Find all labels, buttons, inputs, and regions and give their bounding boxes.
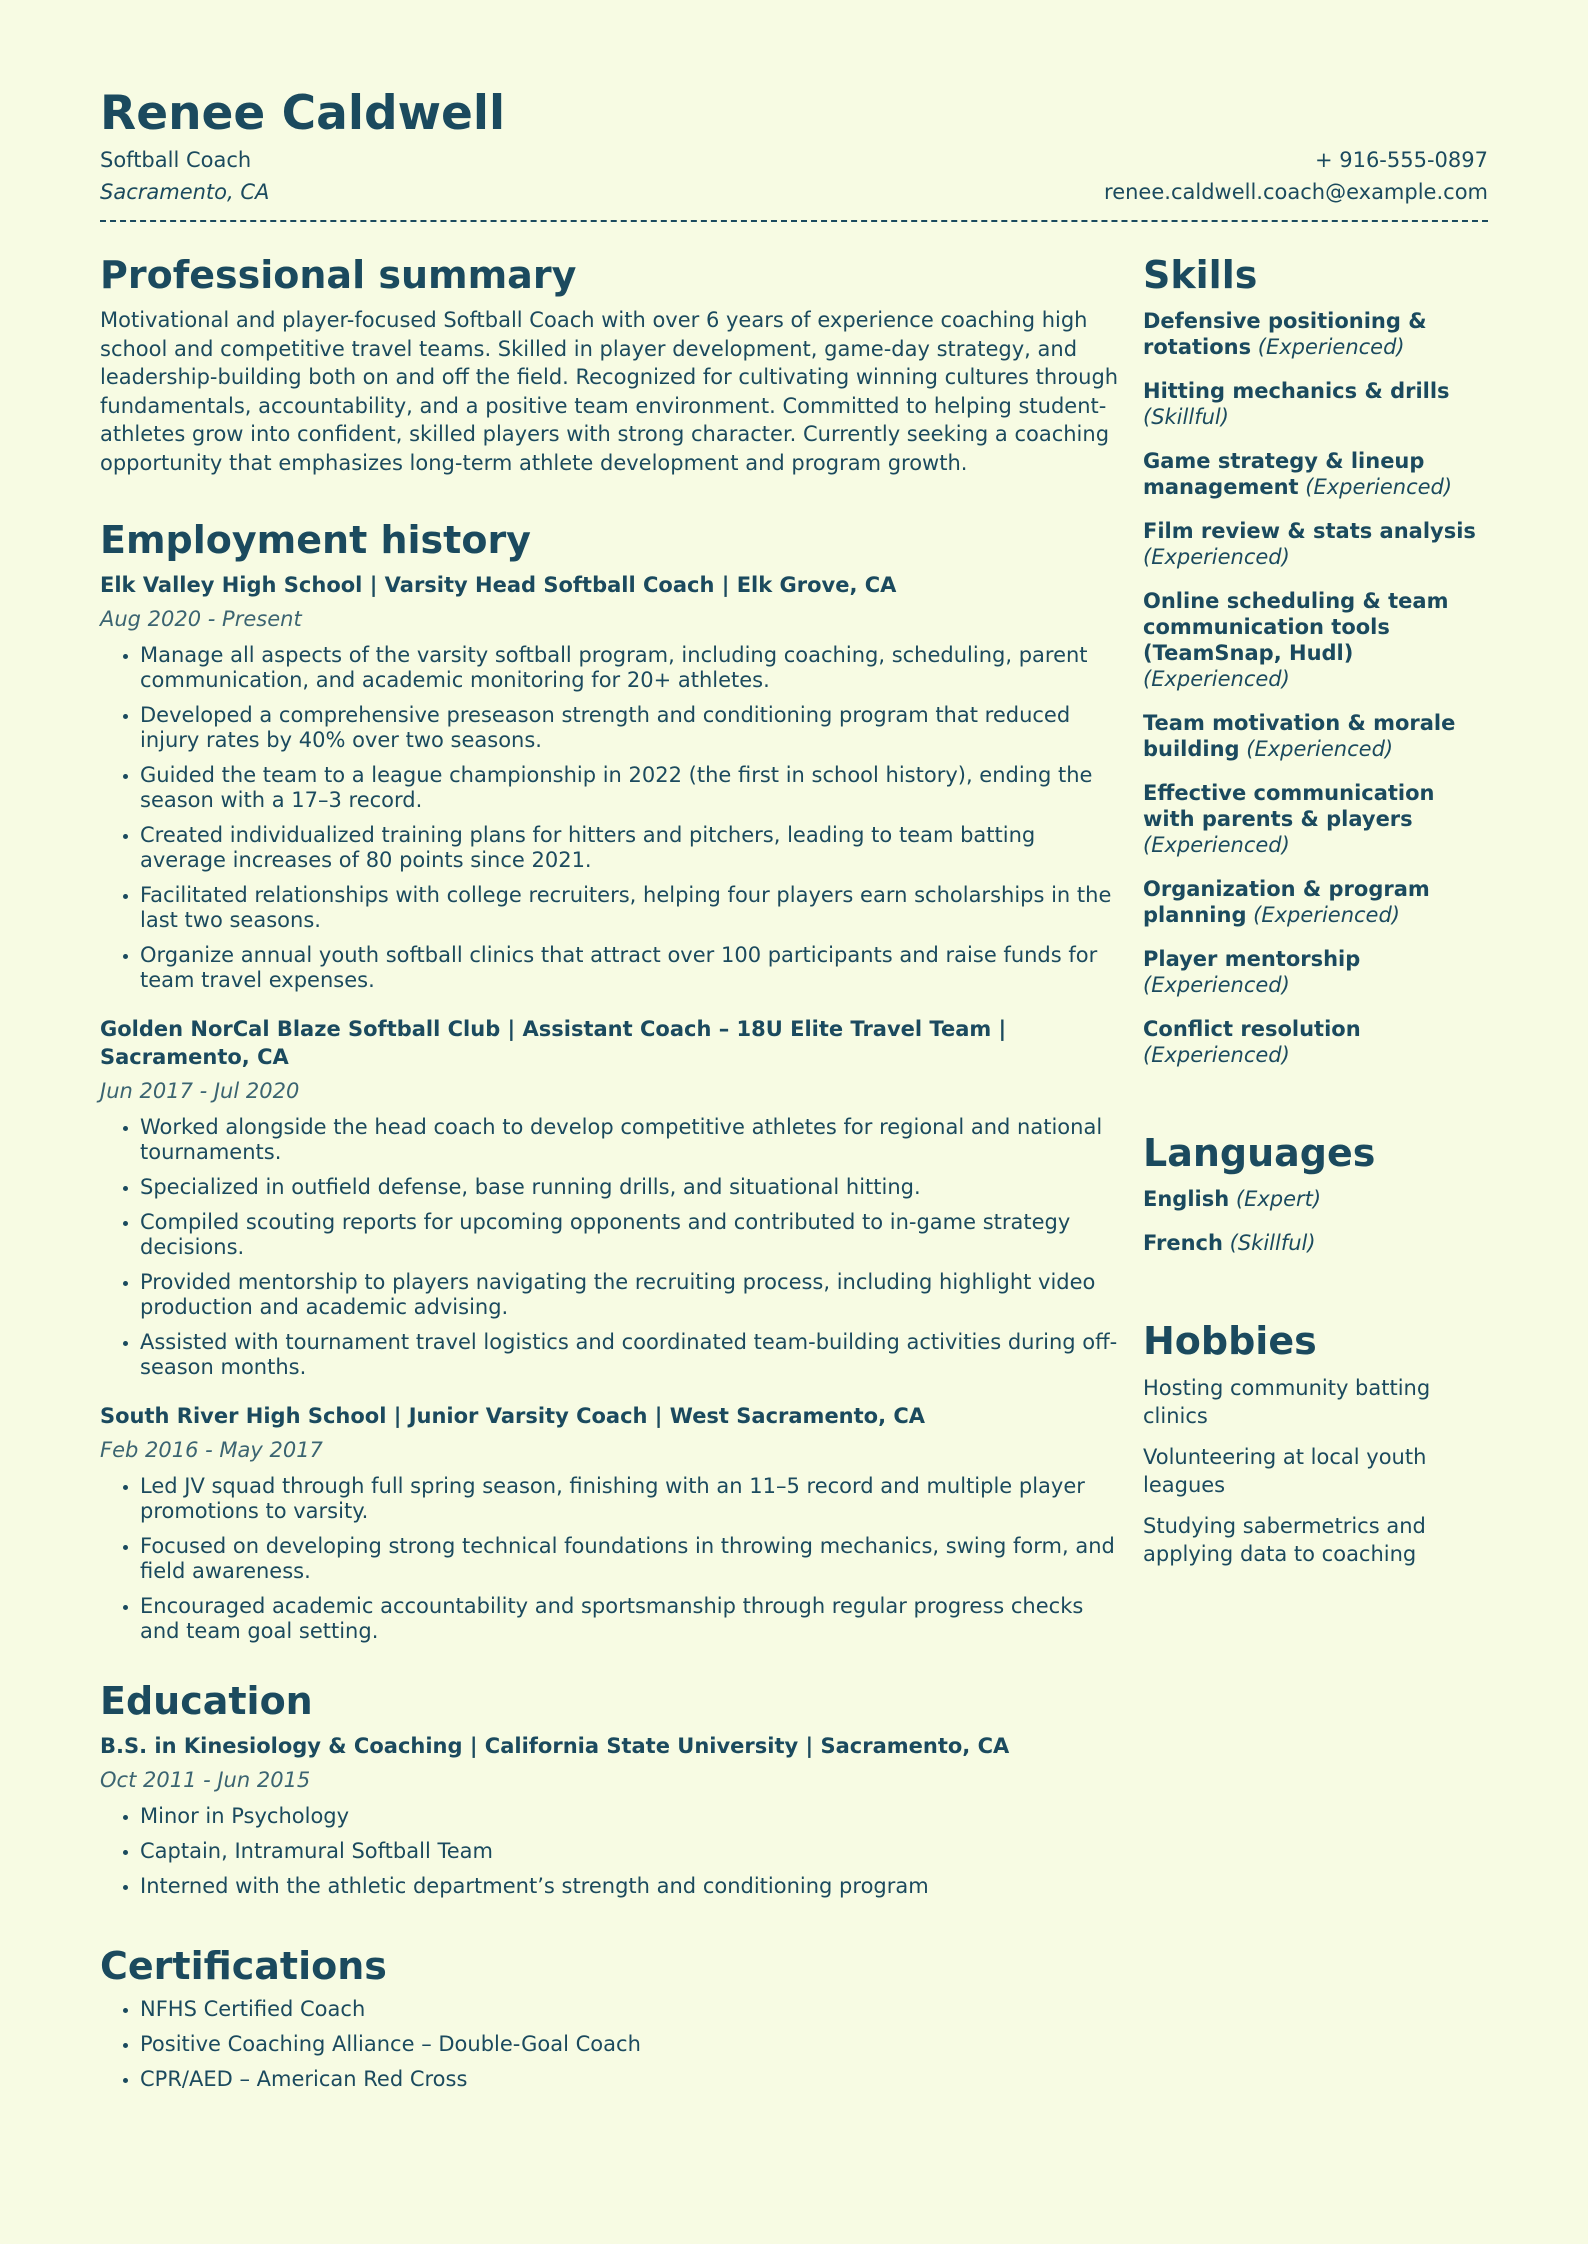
summary-section [100, 252, 1120, 477]
education-bullets [100, 1804, 1120, 1899]
job-entry-dates: Feb 2016 - May 2017 [100, 1438, 323, 1462]
skill-name: Player mentorship [1143, 947, 1361, 971]
languages-heading: Languages [1143, 1131, 1376, 1175]
skill-item [1143, 308, 1488, 360]
main-column [100, 252, 1120, 2114]
skill-level: (Experienced) [1305, 475, 1453, 499]
language-level: (Skillful) [1229, 1231, 1316, 1255]
list-item: • Guided the team to a league championship in 2022 (the first in school history), ending the season with a 17–3 record. [140, 763, 1120, 813]
hobby-item: Studying sabermetrics and applying data to coaching [1143, 1514, 1426, 1566]
education-dates: Oct 2011 - Jun 2015 [100, 1768, 311, 1792]
header-divider [100, 220, 1488, 222]
skill-name: Organization & program planning [1143, 877, 1430, 927]
skills-section [1143, 252, 1488, 1068]
education-section [100, 1678, 1120, 1899]
list-item: • NFHS Certified Coach [140, 1997, 1120, 2022]
job-title: Softball Coach [100, 148, 252, 172]
skill-name: Effective communication with parents & players [1143, 781, 1435, 831]
job-entry-dates: Aug 2020 - Present [100, 607, 302, 631]
content-columns [100, 252, 1488, 2114]
phone-number[interactable]: + 916-555-0897 [1314, 148, 1488, 172]
list-item: • Specialized in outfield defense, base running drills, and situational hitting. [140, 1175, 1120, 1200]
skill-name: Conflict resolution [1143, 1017, 1361, 1041]
side-column [1143, 252, 1488, 2114]
email-address[interactable]: renee.caldwell.coach@example.com [1104, 180, 1488, 204]
education-heading: Education [100, 1679, 313, 1723]
skills-heading: Skills [1143, 253, 1258, 297]
employment-section [100, 517, 1120, 1644]
job-entry-bullets [100, 1115, 1120, 1380]
list-item: • Developed a comprehensive preseason strength and conditioning program that reduced injury rates by 40% over two seasons. [140, 703, 1120, 753]
header-row-2 [100, 176, 1488, 208]
candidate-name: Renee Caldwell [100, 86, 506, 141]
job-entry-dates: Jun 2017 - Jul 2020 [100, 1079, 300, 1103]
language-level: (Expert) [1235, 1187, 1322, 1211]
job-entry-bullets [100, 643, 1120, 993]
language-item [1143, 1186, 1488, 1212]
job-entry-title: Elk Valley High School | Varsity Head Softball Coach | Elk Grove, CA [100, 573, 897, 597]
skill-name: Hitting mechanics & drills [1143, 379, 1450, 403]
certifications-heading: Certifications [100, 1944, 387, 1988]
list-item: • Minor in Psychology [140, 1804, 1120, 1829]
skill-item [1143, 710, 1488, 762]
skill-level: (Experienced) [1143, 973, 1290, 997]
list-item: • Provided mentorship to players navigating the recruiting process, including highlight video production and academic advising. [140, 1270, 1120, 1320]
job-entry-bullets [100, 1474, 1120, 1644]
job-entry-title: Golden NorCal Blaze Softball Club | Assistant Coach – 18U Elite Travel Team | Sacramento, CA [100, 1017, 1007, 1069]
list-item: • Positive Coaching Alliance – Double-Goal Coach [140, 2032, 1120, 2057]
skill-level: (Experienced) [1253, 903, 1400, 927]
resume-header [100, 84, 1488, 222]
list-item: • Encouraged academic accountability and sportsmanship through regular progress checks and team goal setting. [140, 1594, 1120, 1644]
job-entry [100, 1402, 1120, 1644]
skill-item [1143, 378, 1488, 430]
language-name: English [1143, 1187, 1230, 1211]
hobbies-section [1143, 1318, 1488, 1568]
skill-level: (Experienced) [1143, 833, 1290, 857]
skill-item [1143, 448, 1488, 500]
job-entry [100, 1015, 1120, 1380]
job-entry [100, 571, 1120, 993]
list-item: • Facilitated relationships with college recruiters, helping four players earn scholarships in the last two seasons. [140, 883, 1120, 933]
skill-name: Game strategy & lineup management [1143, 449, 1425, 499]
skill-item [1143, 780, 1488, 858]
skill-level: (Experienced) [1143, 545, 1290, 569]
skill-level: (Experienced) [1257, 335, 1405, 359]
summary-text: Motivational and player-focused Softball Coach with over 6 years of experience coaching high school and competitive travel teams. Skilled in player development, game-day strategy, and leadership-building both on and off the field. Recognized for cultivating winning cultures through fundamentals, accountability, and a positive team environment. Committed to helping student-athletes grow into confident, skilled players with strong character. Currently seeking a coaching opportunity that emphasizes long-term athlete development and program growth. [100, 308, 1119, 475]
education-title: B.S. in Kinesiology & Coaching | California State University | Sacramento, CA [100, 1734, 1010, 1758]
job-entry-title: South River High School | Junior Varsity Coach | West Sacramento, CA [100, 1404, 926, 1428]
skill-item [1143, 588, 1488, 692]
skill-name: Film review & stats analysis [1143, 519, 1476, 543]
list-item: • Focused on developing strong technical foundations in throwing mechanics, swing form, and field awareness. [140, 1534, 1120, 1584]
skill-level: (Experienced) [1143, 667, 1290, 691]
skill-item [1143, 1016, 1488, 1068]
language-item [1143, 1230, 1488, 1256]
list-item: • Worked alongside the head coach to develop competitive athletes for regional and national tournaments. [140, 1115, 1120, 1165]
skill-name: Defensive positioning & rotations [1143, 309, 1427, 359]
skill-level: (Experienced) [1246, 737, 1394, 761]
certifications-section [100, 1943, 1120, 2092]
skill-item [1143, 876, 1488, 928]
skill-level: (Experienced) [1143, 1043, 1290, 1067]
list-item: • Organize annual youth softball clinics that attract over 100 participants and raise funds for team travel expenses. [140, 943, 1120, 993]
list-item: • CPR/AED – American Red Cross [140, 2067, 1120, 2092]
list-item: • Compiled scouting reports for upcoming opponents and contributed to in-game strategy decisions. [140, 1210, 1120, 1260]
language-name: French [1143, 1231, 1223, 1255]
hobbies-heading: Hobbies [1143, 1319, 1317, 1363]
list-item: • Interned with the athletic department’s strength and conditioning program [140, 1874, 1120, 1899]
list-item: • Created individualized training plans for hitters and pitchers, leading to team batting average increases of 80 points since 2021. [140, 823, 1120, 873]
list-item: • Manage all aspects of the varsity softball program, including coaching, scheduling, parent communication, and academic monitoring for 20+ athletes. [140, 643, 1120, 693]
certifications-list [100, 1997, 1120, 2092]
skill-level: (Skillful) [1143, 405, 1229, 429]
skill-name: Online scheduling & team communication tools (TeamSnap, Hudl) [1143, 589, 1449, 665]
list-item: • Assisted with tournament travel logistics and coordinated team-building activities during off-season months. [140, 1330, 1120, 1380]
skill-name: Team motivation & morale building [1143, 711, 1456, 761]
hobby-item: Volunteering at local youth leagues [1143, 1445, 1427, 1497]
employment-heading: Employment history [100, 518, 531, 562]
skill-item [1143, 518, 1488, 570]
languages-section [1143, 1130, 1488, 1256]
list-item: • Captain, Intramural Softball Team [140, 1839, 1120, 1864]
skill-item [1143, 946, 1488, 998]
summary-heading: Professional summary [100, 253, 577, 297]
list-item: • Led JV squad through full spring season, finishing with an 11–5 record and multiple player promotions to varsity. [140, 1474, 1120, 1524]
hobby-item: Hosting community batting clinics [1143, 1376, 1431, 1428]
location: Sacramento, CA [100, 180, 270, 204]
header-row-1 [100, 144, 1488, 176]
